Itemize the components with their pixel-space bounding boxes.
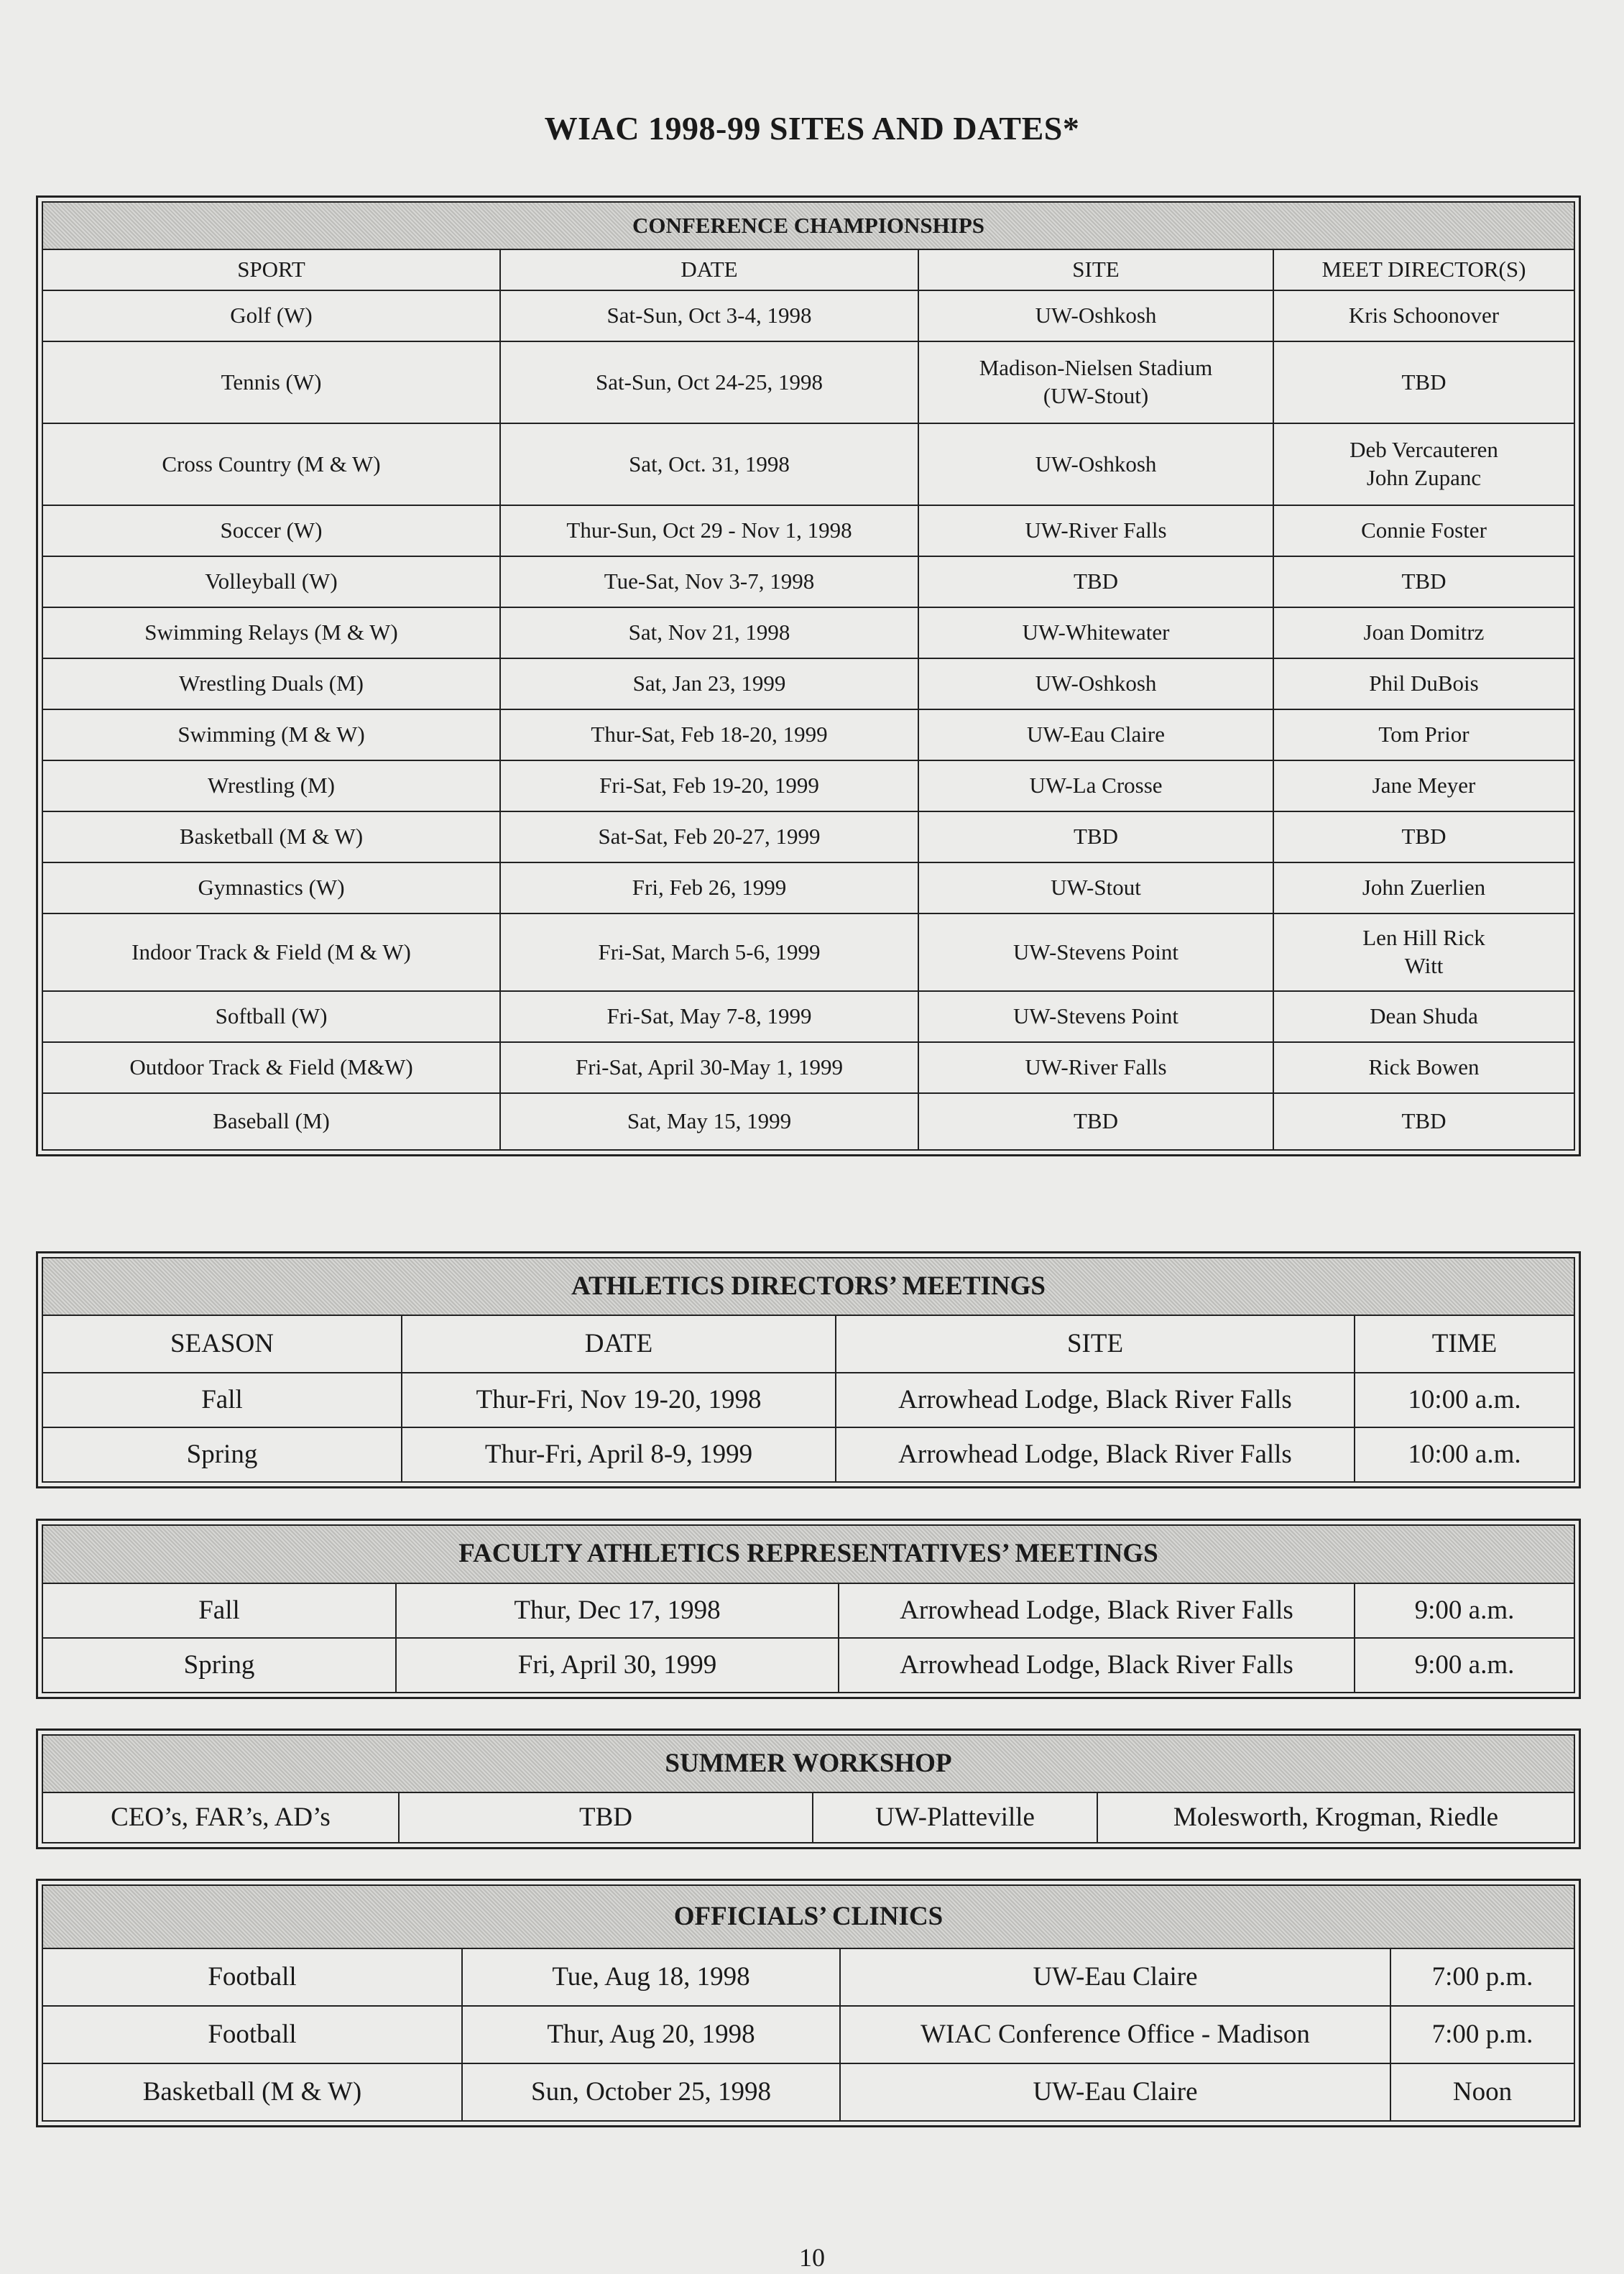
table-cell: Thur-Sun, Oct 29 - Nov 1, 1998 bbox=[500, 505, 918, 556]
table-cell: Fri-Sat, April 30-May 1, 1999 bbox=[500, 1042, 918, 1093]
table-row bbox=[42, 2006, 1574, 2063]
table-cell: Wrestling Duals (M) bbox=[42, 658, 500, 709]
table-cell: Football bbox=[42, 2006, 462, 2063]
table-row bbox=[42, 607, 1574, 658]
table-cell: Molesworth, Krogman, Riedle bbox=[1097, 1792, 1574, 1843]
table-cell: Fri-Sat, Feb 19-20, 1999 bbox=[500, 760, 918, 811]
column-header: SITE bbox=[836, 1315, 1355, 1373]
page-number: 10 bbox=[799, 2243, 825, 2272]
table-row bbox=[42, 760, 1574, 811]
table-cell: 10:00 a.m. bbox=[1355, 1427, 1574, 1482]
table-cell: Outdoor Track & Field (M&W) bbox=[42, 1042, 500, 1093]
column-header: DATE bbox=[500, 249, 918, 290]
table-cell: Thur-Sat, Feb 18-20, 1999 bbox=[500, 709, 918, 760]
table-cell: Sat, Oct. 31, 1998 bbox=[500, 423, 918, 505]
table-cell: UW-Oshkosh bbox=[918, 290, 1273, 341]
table-cell: Fri, April 30, 1999 bbox=[396, 1638, 839, 1693]
table-cell: Golf (W) bbox=[42, 290, 500, 341]
table-cell: TBD bbox=[1273, 811, 1574, 862]
table-cell: Jane Meyer bbox=[1273, 760, 1574, 811]
table-cell: Arrowhead Lodge, Black River Falls bbox=[839, 1583, 1355, 1638]
table-row bbox=[42, 1093, 1574, 1150]
table-cell: Swimming (M & W) bbox=[42, 709, 500, 760]
section-heading: CONFERENCE CHAMPIONSHIPS bbox=[42, 202, 1574, 249]
table-cell: Connie Foster bbox=[1273, 505, 1574, 556]
table-row bbox=[42, 1042, 1574, 1093]
table-cell: Sat-Sat, Feb 20-27, 1999 bbox=[500, 811, 918, 862]
table-cell: UW-Stevens Point bbox=[918, 991, 1273, 1042]
table-cell: TBD bbox=[1273, 1093, 1574, 1150]
table-cell: Tom Prior bbox=[1273, 709, 1574, 760]
table-cell: Gymnastics (W) bbox=[42, 862, 500, 913]
table-row bbox=[42, 1948, 1574, 2006]
table-cell: Tue-Sat, Nov 3-7, 1998 bbox=[500, 556, 918, 607]
table-cell: Thur-Fri, April 8-9, 1999 bbox=[402, 1427, 836, 1482]
table-cell: Tennis (W) bbox=[42, 341, 500, 423]
table-cell: Fall bbox=[42, 1583, 396, 1638]
table-cell: Spring bbox=[42, 1638, 396, 1693]
table-cell: Noon bbox=[1390, 2063, 1574, 2121]
section-heading: ATHLETICS DIRECTORS’ MEETINGS bbox=[42, 1258, 1574, 1315]
table-cell: Arrowhead Lodge, Black River Falls bbox=[836, 1373, 1355, 1427]
table-row bbox=[42, 1427, 1574, 1482]
table-row bbox=[42, 341, 1574, 423]
table-cell: WIAC Conference Office - Madison bbox=[840, 2006, 1390, 2063]
table-cell: Cross Country (M & W) bbox=[42, 423, 500, 505]
table-cell: Sun, October 25, 1998 bbox=[462, 2063, 840, 2121]
table-row bbox=[42, 556, 1574, 607]
table-row bbox=[42, 1373, 1574, 1427]
table-cell: Sat-Sun, Oct 3-4, 1998 bbox=[500, 290, 918, 341]
table-row bbox=[42, 1638, 1574, 1693]
conference-championships-table bbox=[36, 195, 1581, 1156]
table-cell: Soccer (W) bbox=[42, 505, 500, 556]
column-header: MEET DIRECTOR(S) bbox=[1273, 249, 1574, 290]
table-cell: Kris Schoonover bbox=[1273, 290, 1574, 341]
table-cell: Fall bbox=[42, 1373, 402, 1427]
table-cell: Thur, Aug 20, 1998 bbox=[462, 2006, 840, 2063]
table-cell: UW-Eau Claire bbox=[918, 709, 1273, 760]
table-cell: Thur, Dec 17, 1998 bbox=[396, 1583, 839, 1638]
table-cell: UW-Platteville bbox=[813, 1792, 1097, 1843]
column-header: DATE bbox=[402, 1315, 836, 1373]
table-cell: 9:00 a.m. bbox=[1355, 1638, 1574, 1693]
table-cell: Swimming Relays (M & W) bbox=[42, 607, 500, 658]
table-cell: Arrowhead Lodge, Black River Falls bbox=[836, 1427, 1355, 1482]
table-row bbox=[42, 290, 1574, 341]
table-cell: Volleyball (W) bbox=[42, 556, 500, 607]
column-header: SEASON bbox=[42, 1315, 402, 1373]
table-cell: UW-Eau Claire bbox=[840, 1948, 1390, 2006]
table-cell: UW-Whitewater bbox=[918, 607, 1273, 658]
summer-workshop-table bbox=[36, 1728, 1581, 1849]
table-row bbox=[42, 505, 1574, 556]
column-header: SITE bbox=[918, 249, 1273, 290]
table-cell: Spring bbox=[42, 1427, 402, 1482]
table-cell: 7:00 p.m. bbox=[1390, 2006, 1574, 2063]
table-cell: Dean Shuda bbox=[1273, 991, 1574, 1042]
table-cell: UW-Oshkosh bbox=[918, 423, 1273, 505]
table-cell: UW-Stout bbox=[918, 862, 1273, 913]
table-cell: Fri, Feb 26, 1999 bbox=[500, 862, 918, 913]
column-header: TIME bbox=[1355, 1315, 1574, 1373]
table-row bbox=[42, 1583, 1574, 1638]
table-cell: TBD bbox=[399, 1792, 813, 1843]
far-meetings-table bbox=[36, 1519, 1581, 1699]
table-row bbox=[42, 811, 1574, 862]
table-cell: UW-River Falls bbox=[918, 1042, 1273, 1093]
table-cell: Len Hill Rick Witt bbox=[1273, 913, 1574, 991]
table-cell: TBD bbox=[1273, 341, 1574, 423]
section-heading: FACULTY ATHLETICS REPRESENTATIVES’ MEETINGS bbox=[42, 1525, 1574, 1583]
table-cell: Madison-Nielsen Stadium (UW-Stout) bbox=[918, 341, 1273, 423]
table-cell: Deb Vercauteren John Zupanc bbox=[1273, 423, 1574, 505]
section-heading: OFFICIALS’ CLINICS bbox=[42, 1885, 1574, 1948]
table-row bbox=[42, 709, 1574, 760]
table-cell: John Zuerlien bbox=[1273, 862, 1574, 913]
table-cell: UW-River Falls bbox=[918, 505, 1273, 556]
athletics-directors-meetings-table bbox=[36, 1251, 1581, 1488]
table-cell: UW-Stevens Point bbox=[918, 913, 1273, 991]
table-cell: 7:00 p.m. bbox=[1390, 1948, 1574, 2006]
table-cell: Fri-Sat, May 7-8, 1999 bbox=[500, 991, 918, 1042]
table-row bbox=[42, 658, 1574, 709]
table-cell: Baseball (M) bbox=[42, 1093, 500, 1150]
section-heading: SUMMER WORKSHOP bbox=[42, 1735, 1574, 1792]
table-cell: Football bbox=[42, 1948, 462, 2006]
table-cell: Softball (W) bbox=[42, 991, 500, 1042]
table-cell: UW-La Crosse bbox=[918, 760, 1273, 811]
table-row bbox=[42, 913, 1574, 991]
table-cell: Joan Domitrz bbox=[1273, 607, 1574, 658]
table-cell: Indoor Track & Field (M & W) bbox=[42, 913, 500, 991]
table-cell: 10:00 a.m. bbox=[1355, 1373, 1574, 1427]
table-cell: Sat-Sun, Oct 24-25, 1998 bbox=[500, 341, 918, 423]
table-cell: Wrestling (M) bbox=[42, 760, 500, 811]
table-cell: TBD bbox=[918, 811, 1273, 862]
table-cell: Sat, May 15, 1999 bbox=[500, 1093, 918, 1150]
table-row bbox=[42, 991, 1574, 1042]
officials-clinics-table bbox=[36, 1879, 1581, 2127]
table-row bbox=[42, 2063, 1574, 2121]
table-cell: 9:00 a.m. bbox=[1355, 1583, 1574, 1638]
table-cell: Basketball (M & W) bbox=[42, 811, 500, 862]
table-row bbox=[42, 1792, 1574, 1843]
table-cell: Thur-Fri, Nov 19-20, 1998 bbox=[402, 1373, 836, 1427]
table-cell: Rick Bowen bbox=[1273, 1042, 1574, 1093]
table-cell: TBD bbox=[1273, 556, 1574, 607]
table-cell: TBD bbox=[918, 1093, 1273, 1150]
table-row bbox=[42, 423, 1574, 505]
table-cell: Tue, Aug 18, 1998 bbox=[462, 1948, 840, 2006]
table-cell: Arrowhead Lodge, Black River Falls bbox=[839, 1638, 1355, 1693]
table-row bbox=[42, 862, 1574, 913]
table-cell: Basketball (M & W) bbox=[42, 2063, 462, 2121]
table-cell: Sat, Jan 23, 1999 bbox=[500, 658, 918, 709]
column-header: SPORT bbox=[42, 249, 500, 290]
page-title: WIAC 1998-99 SITES AND DATES* bbox=[544, 110, 1080, 147]
table-cell: TBD bbox=[918, 556, 1273, 607]
table-cell: Sat, Nov 21, 1998 bbox=[500, 607, 918, 658]
table-cell: UW-Oshkosh bbox=[918, 658, 1273, 709]
table-cell: Fri-Sat, March 5-6, 1999 bbox=[500, 913, 918, 991]
table-cell: Phil DuBois bbox=[1273, 658, 1574, 709]
table-cell: CEO’s, FAR’s, AD’s bbox=[42, 1792, 399, 1843]
table-cell: UW-Eau Claire bbox=[840, 2063, 1390, 2121]
